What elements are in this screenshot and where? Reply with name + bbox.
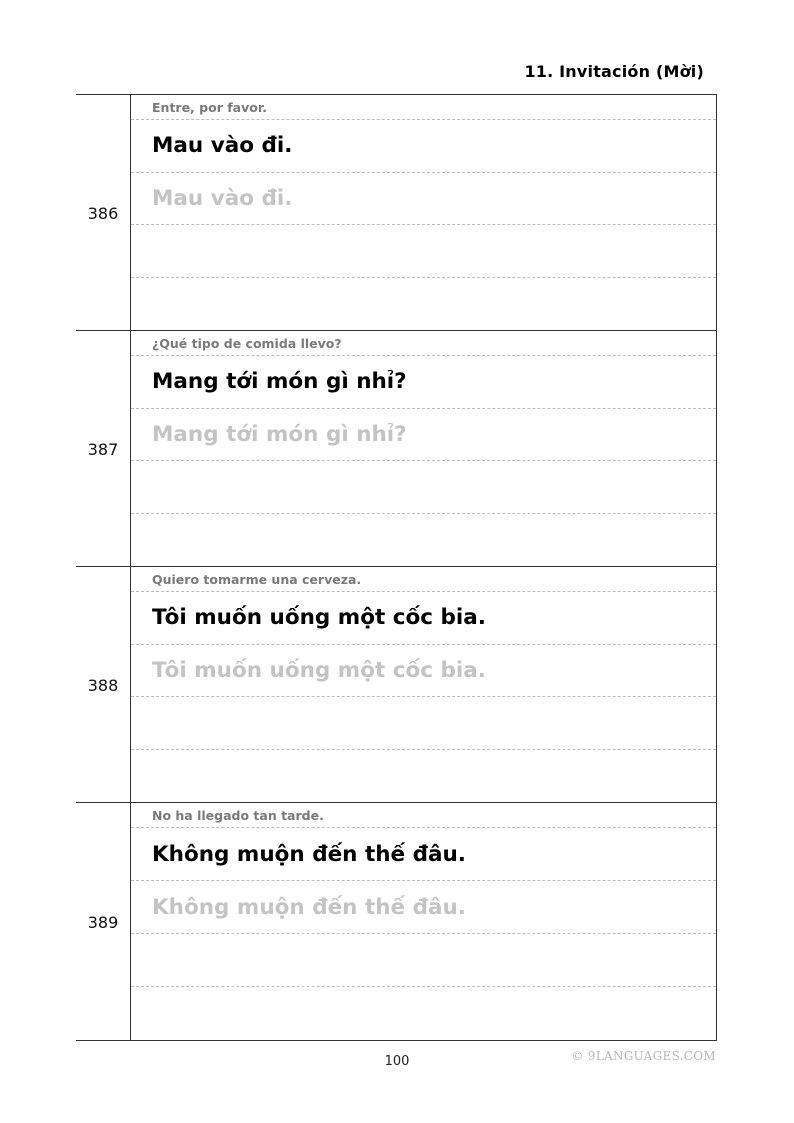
trace-sentence: Mau vào đi. <box>131 173 716 226</box>
trace-sentence: Tôi muốn uống một cốc bia. <box>131 645 716 698</box>
spanish-sentence: No ha llegado tan tarde. <box>131 803 716 828</box>
blank-practice-line[interactable] <box>131 225 716 278</box>
trace-sentence: Không muộn đến thế đâu. <box>131 881 716 934</box>
practice-entry <box>76 95 717 331</box>
blank-practice-line[interactable] <box>131 278 716 331</box>
entry-number: 389 <box>76 803 131 1040</box>
entry-lines <box>131 803 717 1040</box>
vietnamese-sentence: Mau vào đi. <box>131 120 716 173</box>
vietnamese-sentence: Tôi muốn uống một cốc bia. <box>131 592 716 645</box>
blank-practice-line[interactable] <box>131 697 716 750</box>
blank-practice-line[interactable] <box>131 934 716 987</box>
section-title: 11. Invitación (Mời) <box>524 62 704 81</box>
spanish-sentence: ¿Qué tipo de comida llevo? <box>131 331 716 356</box>
blank-practice-line[interactable] <box>131 461 716 514</box>
blank-practice-line[interactable] <box>131 514 716 567</box>
spanish-sentence: Entre, por favor. <box>131 95 716 120</box>
practice-entry <box>76 331 717 567</box>
blank-practice-line[interactable] <box>131 987 716 1040</box>
trace-sentence: Mang tới món gì nhỉ? <box>131 409 716 462</box>
entry-number: 386 <box>76 95 131 330</box>
entry-number: 387 <box>76 331 131 566</box>
practice-entry <box>76 567 717 803</box>
copyright-notice: © 9LANGUAGES.COM <box>571 1049 716 1063</box>
vietnamese-sentence: Không muộn đến thế đâu. <box>131 828 716 881</box>
blank-practice-line[interactable] <box>131 750 716 803</box>
entry-lines <box>131 95 717 330</box>
spanish-sentence: Quiero tomarme una cerveza. <box>131 567 716 592</box>
practice-table <box>76 94 717 1041</box>
entry-lines <box>131 331 717 566</box>
entry-lines <box>131 567 717 802</box>
page-number: 100 <box>384 1054 410 1069</box>
vietnamese-sentence: Mang tới món gì nhỉ? <box>131 356 716 409</box>
entry-number: 388 <box>76 567 131 802</box>
practice-entry <box>76 803 717 1040</box>
